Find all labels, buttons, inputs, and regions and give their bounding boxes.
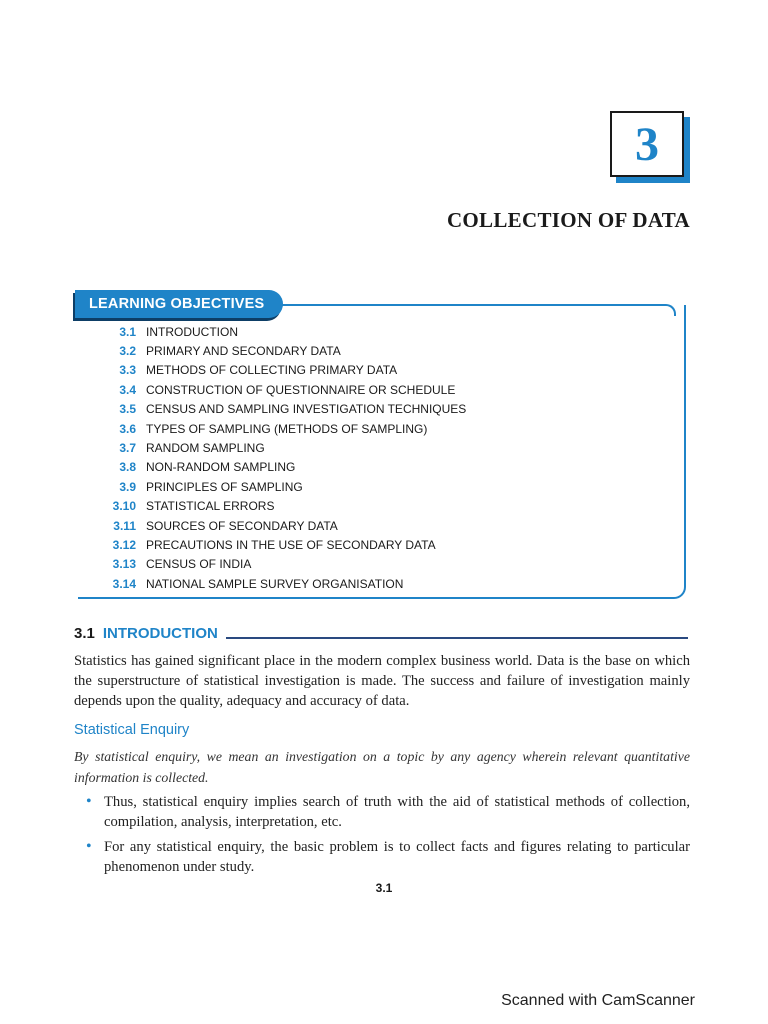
objective-number: 3.5: [119, 402, 136, 417]
objective-number: 3.2: [119, 344, 136, 359]
objective-number: 3.10: [112, 499, 136, 514]
objective-number: 3.6: [119, 421, 136, 436]
objective-item: [100, 535, 660, 554]
camscanner-watermark: Scanned with CamScanner: [501, 992, 695, 1009]
page-number: 3.1: [375, 881, 393, 895]
objective-text: PRIMARY AND SECONDARY DATA: [146, 344, 341, 359]
objective-number: 3.13: [112, 557, 136, 572]
learning-objectives-header: LEARNING OBJECTIVES: [75, 290, 283, 318]
objective-text: RANDOM SAMPLING: [146, 441, 265, 456]
objective-text: CENSUS OF INDIA: [146, 557, 252, 572]
objective-number: 3.9: [119, 479, 136, 494]
objective-item: [100, 341, 660, 360]
chapter-number-box: [610, 111, 684, 177]
chapter-title: COLLECTION OF DATA: [446, 208, 690, 232]
bullet-text: Thus, statistical enquiry implies search of truth with the aid of statistical methods of collection, compilation, analysis, interpretation, etc.: [104, 794, 690, 830]
objective-text: PRECAUTIONS IN THE USE OF SECONDARY DATA: [146, 537, 436, 552]
objective-text: CENSUS AND SAMPLING INVESTIGATION TECHNIQUES: [146, 402, 467, 417]
objective-number: 3.1: [119, 324, 136, 339]
objective-item: [100, 516, 660, 535]
section-title: INTRODUCTION: [102, 625, 218, 642]
objective-item: [100, 438, 660, 457]
objective-item: [100, 322, 660, 341]
definition-text: By statistical enquiry, we mean an investigation on a topic by any agency wherein relevant quantitative information is collected.: [74, 749, 690, 785]
objective-item: [100, 419, 660, 438]
subheading-statistical-enquiry: Statistical Enquiry: [74, 722, 190, 738]
learning-objectives-frame-top: [282, 304, 676, 316]
objective-text: PRINCIPLES OF SAMPLING: [146, 479, 303, 494]
section-rule: [226, 637, 688, 639]
objective-item: [100, 477, 660, 496]
objective-number: 3.8: [119, 460, 136, 475]
objective-text: TYPES OF SAMPLING (METHODS OF SAMPLING): [146, 421, 428, 436]
bullet-list: [86, 792, 690, 882]
bullet-icon: •: [86, 838, 92, 855]
objective-item: [100, 361, 660, 380]
objective-text: STATISTICAL ERRORS: [146, 499, 275, 514]
objective-text: NON-RANDOM SAMPLING: [146, 460, 296, 475]
intro-paragraph: Statistics has gained significant place in the modern complex business world. Data is the base on which the superstructure of statistical investigation is made. The success and failure of investigation mainly depends upon the quality, adequacy and accuracy of data.: [74, 653, 690, 709]
objective-text: INTRODUCTION: [146, 324, 238, 339]
bullet-icon: •: [86, 793, 92, 810]
section-number: 3.1: [74, 625, 95, 642]
objective-number: 3.4: [119, 382, 136, 397]
chapter-number: 3: [635, 117, 659, 171]
bullet-item: [86, 837, 690, 877]
bullet-item: [86, 792, 690, 832]
objective-number: 3.12: [112, 537, 136, 552]
objective-item: [100, 458, 660, 477]
learning-objectives-list: [100, 322, 660, 593]
objective-item: [100, 555, 660, 574]
objective-number: 3.7: [119, 441, 136, 456]
objective-text: CONSTRUCTION OF QUESTIONNAIRE OR SCHEDULE: [146, 382, 456, 397]
objective-item: [100, 380, 660, 399]
section-heading: [74, 625, 688, 642]
objective-item: [100, 574, 660, 593]
objective-text: METHODS OF COLLECTING PRIMARY DATA: [146, 363, 398, 378]
bullet-text: For any statistical enquiry, the basic problem is to collect facts and figures relating to particular phenomenon under study.: [104, 839, 690, 875]
objective-item: [100, 400, 660, 419]
objective-item: [100, 497, 660, 516]
objective-number: 3.3: [119, 363, 136, 378]
objective-text: NATIONAL SAMPLE SURVEY ORGANISATION: [146, 576, 404, 591]
objective-number: 3.11: [113, 518, 136, 533]
objective-number: 3.14: [112, 576, 136, 591]
objective-text: SOURCES OF SECONDARY DATA: [146, 518, 338, 533]
